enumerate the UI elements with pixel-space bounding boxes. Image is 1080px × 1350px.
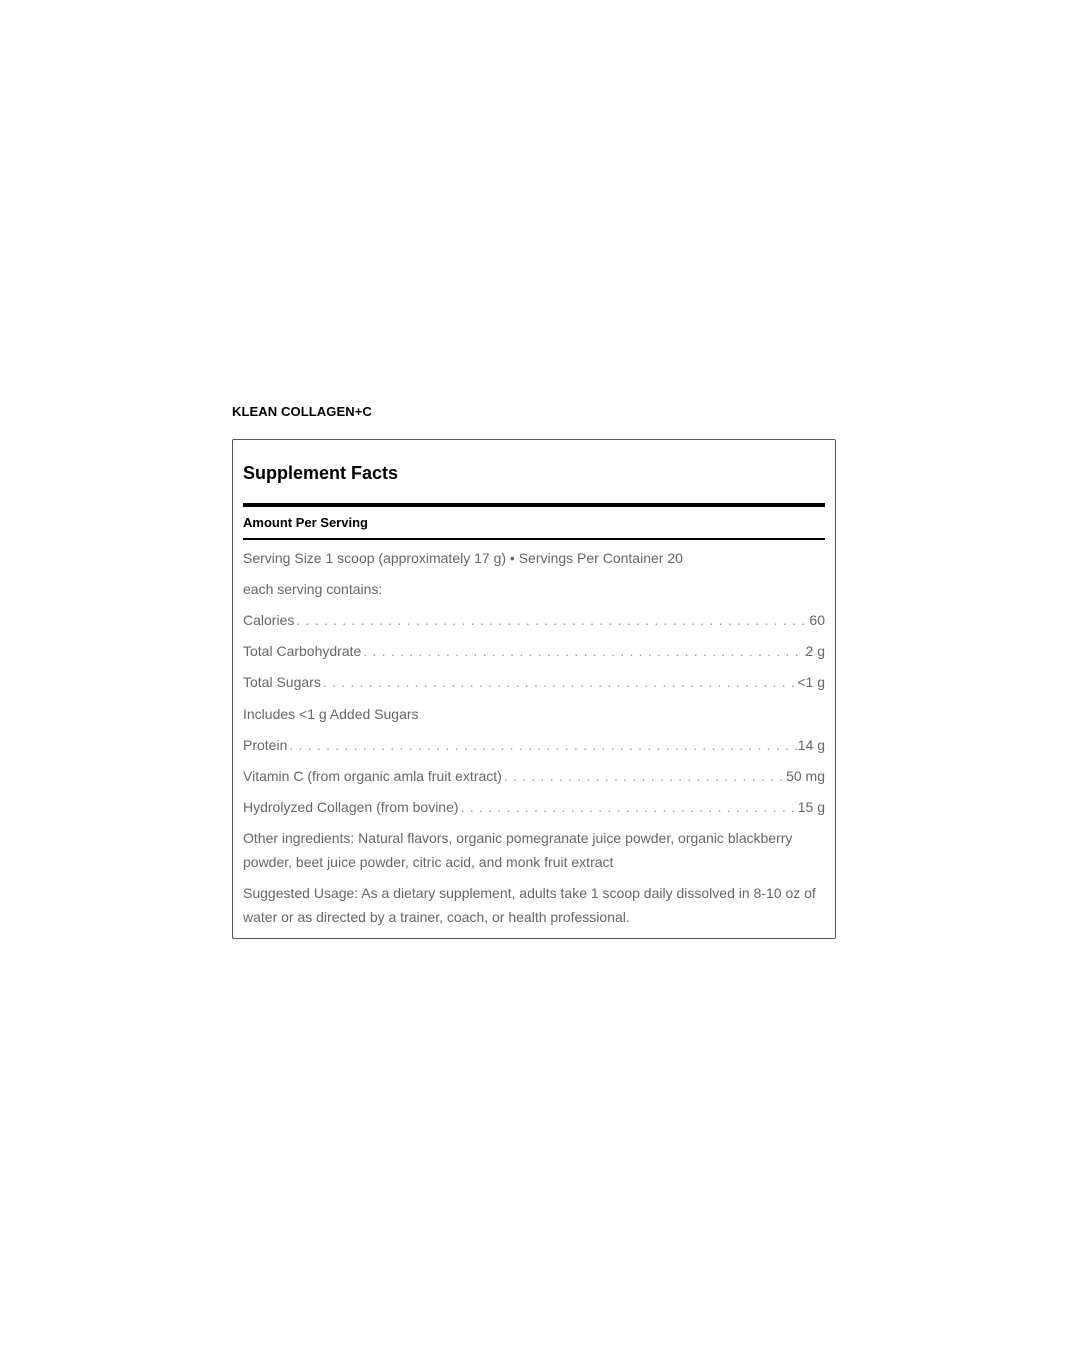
- amount-per-serving-label: Amount Per Serving: [243, 515, 368, 530]
- nutrient-row-total-sugars: [243, 670, 825, 694]
- dot-leader: [502, 764, 786, 788]
- nutrient-amount: 15 g: [797, 799, 825, 815]
- other-ingredients: Other ingredients: Natural flavors, organic pomegranate juice powder, organic blackberry powder, beet juice powder, citric acid, and monk fruit extract: [243, 830, 793, 870]
- dot-leader: [321, 670, 798, 694]
- nutrient-row-total-carbohydrate: [243, 639, 825, 663]
- each-serving-label: each serving contains:: [243, 581, 383, 597]
- dot-leader: [294, 608, 809, 632]
- nutrient-amount: 2 g: [805, 643, 825, 659]
- nutrient-amount: <1 g: [797, 674, 825, 690]
- dot-leader: [361, 639, 805, 663]
- nutrient-row-protein: [243, 733, 825, 757]
- facts-heading: Supplement Facts: [243, 463, 399, 483]
- supplement-facts-panel: [232, 439, 836, 939]
- nutrient-row-hydrolyzed-collagen: [243, 795, 825, 819]
- nutrient-row-calories: [243, 608, 825, 632]
- nutrient-name: Hydrolyzed Collagen (from bovine): [243, 799, 459, 815]
- nutrient-amount: 14 g: [797, 737, 825, 753]
- nutrient-row-vitamin-c: [243, 764, 825, 788]
- nutrient-amount: 60: [809, 612, 825, 628]
- nutrient-name: Protein: [243, 737, 288, 753]
- nutrient-name: Calories: [243, 612, 295, 628]
- suggested-usage: Suggested Usage: As a dietary supplement, adults take 1 scoop daily dissolved in 8-10 oz of water or as directed by a trainer, coach, or health professional.: [243, 885, 816, 925]
- nutrient-amount: 50 mg: [786, 768, 825, 784]
- dot-leader: [287, 733, 797, 757]
- serving-size-line: Serving Size 1 scoop (approximately 17 g) • Servings Per Container 20: [243, 550, 683, 566]
- added-sugars-line: Includes <1 g Added Sugars: [243, 706, 419, 722]
- nutrient-name: Total Carbohydrate: [243, 643, 362, 659]
- nutrient-name: Vitamin C (from organic amla fruit extract): [243, 768, 502, 784]
- dot-leader: [459, 795, 798, 819]
- nutrient-name: Total Sugars: [243, 674, 321, 690]
- product-title: KLEAN COLLAGEN+C: [232, 404, 372, 419]
